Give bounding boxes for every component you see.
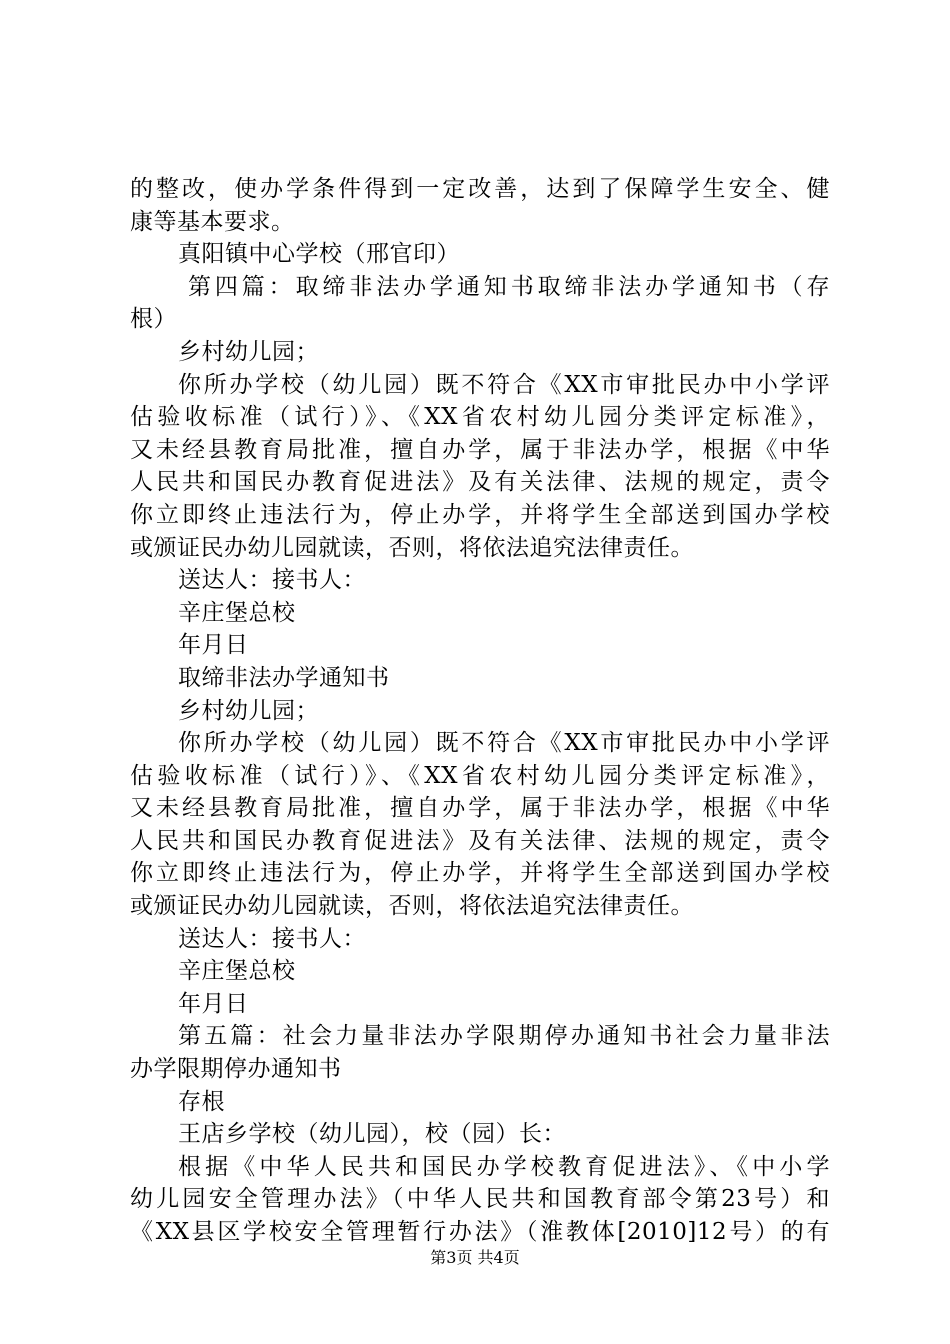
text-line: 估验收标准（试行）》、《XX省农村幼儿园分类评定标准》，: [130, 404, 830, 431]
notice-title: 取缔非法办学通知书: [178, 664, 390, 691]
text-line: 年月日: [178, 990, 249, 1017]
text-line: 送达人：接书人：: [178, 925, 366, 952]
text-line: 办学限期停办通知书: [130, 1056, 342, 1083]
text-line: 存根: [178, 1088, 225, 1115]
text-line: 幼儿园安全管理办法》（中华人民共和国教育部令第23号）和: [130, 1186, 830, 1213]
document-body: [130, 173, 830, 1249]
text-line: 或颁证民办幼儿园就读，否则，将依法追究法律责任。: [130, 893, 694, 920]
section-heading-5: 第五篇：社会力量非法办学限期停办通知书社会力量非法: [178, 1023, 830, 1050]
text-line: 乡村幼儿园；: [178, 338, 319, 365]
text-line: 人民共和国民办教育促进法》及有关法律、法规的规定，责令: [130, 469, 830, 496]
text-line: 又未经县教育局批准，擅自办学，属于非法办学，根据《中华: [130, 795, 830, 822]
text-line: 辛庄堡总校: [178, 958, 296, 985]
text-line: 根据《中华人民共和国民办学校教育促进法》、《中小学: [178, 1153, 830, 1180]
text-line: 年月日: [178, 632, 249, 659]
text-line: 康等基本要求。: [130, 208, 295, 235]
text-line: 估验收标准（试行）》、《XX省农村幼儿园分类评定标准》，: [130, 762, 830, 789]
text-line: 你立即终止违法行为，停止办学，并将学生全部送到国办学校: [130, 501, 830, 528]
text-line: 你立即终止违法行为，停止办学，并将学生全部送到国办学校: [130, 860, 830, 887]
section-heading-4: 第四篇：取缔非法办学通知书取缔非法办学通知书（存: [188, 273, 830, 300]
text-line: 王店乡学校（幼儿园），校（园）长：: [178, 1121, 566, 1148]
text-line: 的整改，使办学条件得到一定改善，达到了保障学生安全、健: [130, 176, 830, 202]
page-number-footer: 第3页 共4页: [430, 1248, 520, 1267]
text-line: 乡村幼儿园；: [178, 697, 319, 724]
text-line: 辛庄堡总校: [178, 599, 296, 626]
text-line: 你所办学校（幼儿园）既不符合《XX市审批民办中小学评: [178, 730, 830, 757]
text-line: 或颁证民办幼儿园就读，否则，将依法追究法律责任。: [130, 534, 694, 561]
text-line: 真阳镇中心学校（邢官印）: [178, 241, 460, 268]
text-line: 根）: [130, 306, 177, 333]
text-line: 送达人：接书人：: [178, 567, 366, 594]
text-line: 又未经县教育局批准，擅自办学，属于非法办学，根据《中华: [130, 436, 830, 463]
text-line: 你所办学校（幼儿园）既不符合《XX市审批民办中小学评: [178, 371, 830, 398]
text-line: 人民共和国民办教育促进法》及有关法律、法规的规定，责令: [130, 827, 830, 854]
text-line: 《XX县区学校安全管理暂行办法》（淮教体[2010]12号）的有: [130, 1219, 830, 1245]
